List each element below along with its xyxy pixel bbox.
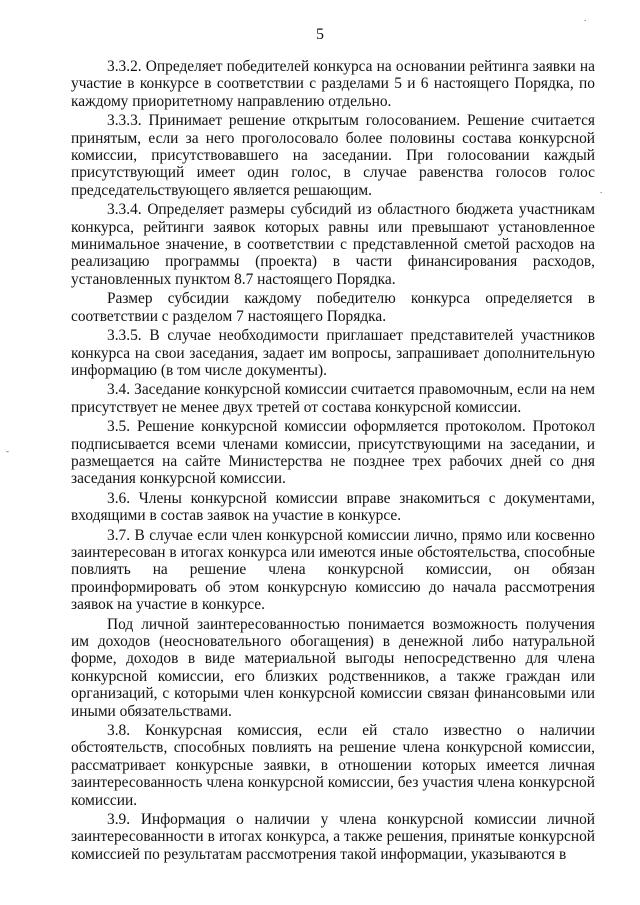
paragraph-3-8: 3.8. Конкурсная комиссия, если ей стало известно о наличии обстоятельств, способных повлиять на решение члена конкурсной комиссии, рассматривает конкурсные заявки, в отношении которых имеется личная заинтересованность члена конкурсной комиссии, без участия члена конкурсной комиссии. <box>71 722 595 809</box>
margin-mark: - <box>6 446 9 456</box>
paragraph-3-4: 3.4. Заседание конкурсной комиссии считается правомочным, если на нем присутствует не менее двух третей от состава конкурсной комиссии. <box>71 381 595 416</box>
margin-mark: . <box>584 13 587 23</box>
paragraph-3-6: 3.6. Члены конкурсной комиссии вправе знакомиться с документами, входящими в состав заявок на участие в конкурсе. <box>71 489 595 525</box>
paragraph-personal-interest: Под личной заинтересованностью понимается возможность получения им доходов (неосновательного обогащения) в денежной либо натуральной форме, доходов в виде материальной выгоды непосредственно для члена конкурсной комиссии, его близких родственников, а также граждан или организаций, с которыми член конкурсной комиссии связан финансовыми или иными обязательствами. <box>71 615 595 720</box>
paragraph-3-7: 3.7. В случае если член конкурсной комиссии лично, прямо или косвенно заинтересован в итогах конкурса или имеются иные обстоятельства, способные повлиять на решение члена конкурсной комиссии, он обязан проинформировать об этом конкурсную комиссию до начала рассмотрения заявок на участие в конкурсе. <box>71 526 595 614</box>
paragraph-3-3-3: 3.3.3. Принимает решение открытым голосованием. Решение считается принятым, если за него проголосовало более половины состава конкурсной комиссии, присутствовавшего на заседании. При голосовании каждый присутствующий имеет один голос, в случае равенства голосов голос председательствующего является решающим. <box>71 112 595 199</box>
paragraph-3-3-2: 3.3.2. Определяет победителей конкурса на основании рейтинга заявки на участие в конкурсе в соответствии с разделами 5 и 6 настоящего Порядка, по каждому приоритетному направлению отдельно. <box>71 58 595 110</box>
paragraph-3-3-5: 3.3.5. В случае необходимости приглашает представителей участников конкурса на свои заседания, задает им вопросы, запрашивает дополнительную информацию (в том числе документы). <box>71 327 595 379</box>
margin-mark: . <box>600 185 603 195</box>
document-body <box>71 58 595 863</box>
paragraph-3-5: 3.5. Решение конкурсной комиссии оформляется протоколом. Протокол подписывается всеми членами комиссии, присутствующими на заседании, и размещается на сайте Министерства не позднее трех рабочих дней со дня заседания конкурсной комиссии. <box>71 418 595 488</box>
paragraph-subsidy-size: Размер субсидии каждому победителю конкурса определяется в соответствии с разделом 7 настоящего Порядка. <box>71 290 595 325</box>
paragraph-3-9: 3.9. Информация о наличии у члена конкурсной комиссии личной заинтересованности в итогах конкурса, а также решения, принятые конкурсной комиссией по результатам рассмотрения такой информации, указываются в <box>71 811 595 863</box>
paragraph-3-3-4: 3.3.4. Определяет размеры субсидий из областного бюджета участникам конкурса, рейтинги заявок которых равны или превышают установленное минимальное значение, в соответствии с представленной сметой расходов на реализацию программы (проекта) в части финансирования расходов, установленных пунктом 8.7 настоящего Порядка. <box>71 201 595 288</box>
page-number: 5 <box>316 26 324 43</box>
